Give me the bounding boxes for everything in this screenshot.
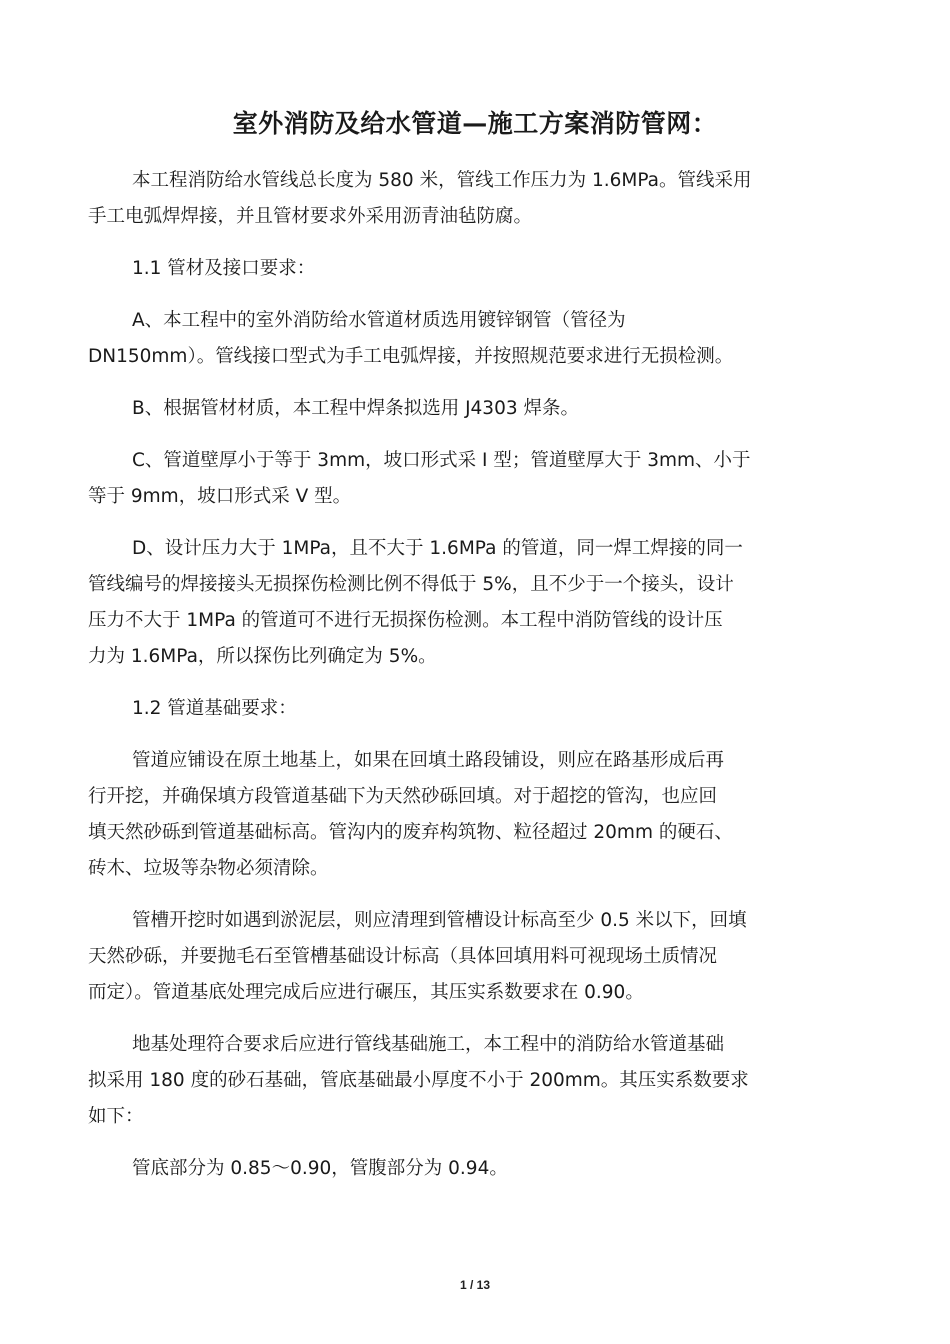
paragraph-trench: 管槽开挖时如遇到淤泥层，则应清理到管槽设计标高至少 0.5 米以下，回填 天然砂砾，并要抛毛石至管槽基础设计标高（具体回填用料可视现场土质情况 而定）。管道基底处理完成后应进行碾压，其压实系数要求在 0.90。 bbox=[88, 910, 747, 1003]
paragraph-a: A、本工程中的室外消防给水管道材质选用镀锌钢管（管径为 DN150mm）。管线接口型式为手工电弧焊接，并按照规范要求进行无损检测。 bbox=[88, 310, 734, 367]
section-heading-1-2: 1.2 管道基础要求： bbox=[132, 698, 297, 719]
paragraph-base: 地基处理符合要求后应进行管线基础施工，本工程中的消防给水管道基础 拟采用 180 度的砂石基础，管底基础最小厚度不小于 200mm。其压实系数要求 如下： bbox=[88, 1034, 749, 1127]
paragraph-intro: 本工程消防给水管线总长度为 580 米，管线工作压力为 1.6MPa。管线采用 手工电弧焊焊接，并且管材要求外采用沥青油毡防腐。 bbox=[88, 170, 752, 227]
paragraph-d: D、设计压力大于 1MPa，且不大于 1.6MPa 的管道，同一焊工焊接的同一 管线编号的焊接接头无损探伤检测比例不得低于 5%，且不少于一个接头，设计 压力不大于 1MPa 的管道可不进行无损探伤检测。本工程中消防管线的设计压 力为 1.6MPa，所以探伤比列确定为 5%。 bbox=[88, 538, 743, 667]
paragraph-b: B、根据管材材质，本工程中焊条拟选用 J4303 焊条。 bbox=[132, 398, 579, 419]
paragraph-foundation: 管道应铺设在原土地基上，如果在回填土路段铺设，则应在路基形成后再 行开挖，并确保填方段管道基础下为天然砂砾回填。对于超挖的管沟，也应回 填天然砂砾到管道基础标高。管沟内的废弃构筑物、粒径超过 20mm 的硬石、 砖木、垃圾等杂物必须清除。 bbox=[88, 750, 733, 879]
page-number: 1 / 13 bbox=[459, 1278, 491, 1292]
paragraph-compaction: 管底部分为 0.85～0.90，管腹部分为 0.94。 bbox=[132, 1158, 508, 1179]
document-body bbox=[88, 163, 864, 1203]
paragraph-c: C、管道壁厚小于等于 3mm，坡口形式采 I 型；管道壁厚大于 3mm、小于 等于 9mm，坡口形式采 V 型。 bbox=[88, 450, 751, 507]
document-title: 室外消防及给水管道—施工方案消防管网： bbox=[232, 109, 718, 138]
section-heading-1-1: 1.1 管材及接口要求： bbox=[132, 258, 316, 279]
